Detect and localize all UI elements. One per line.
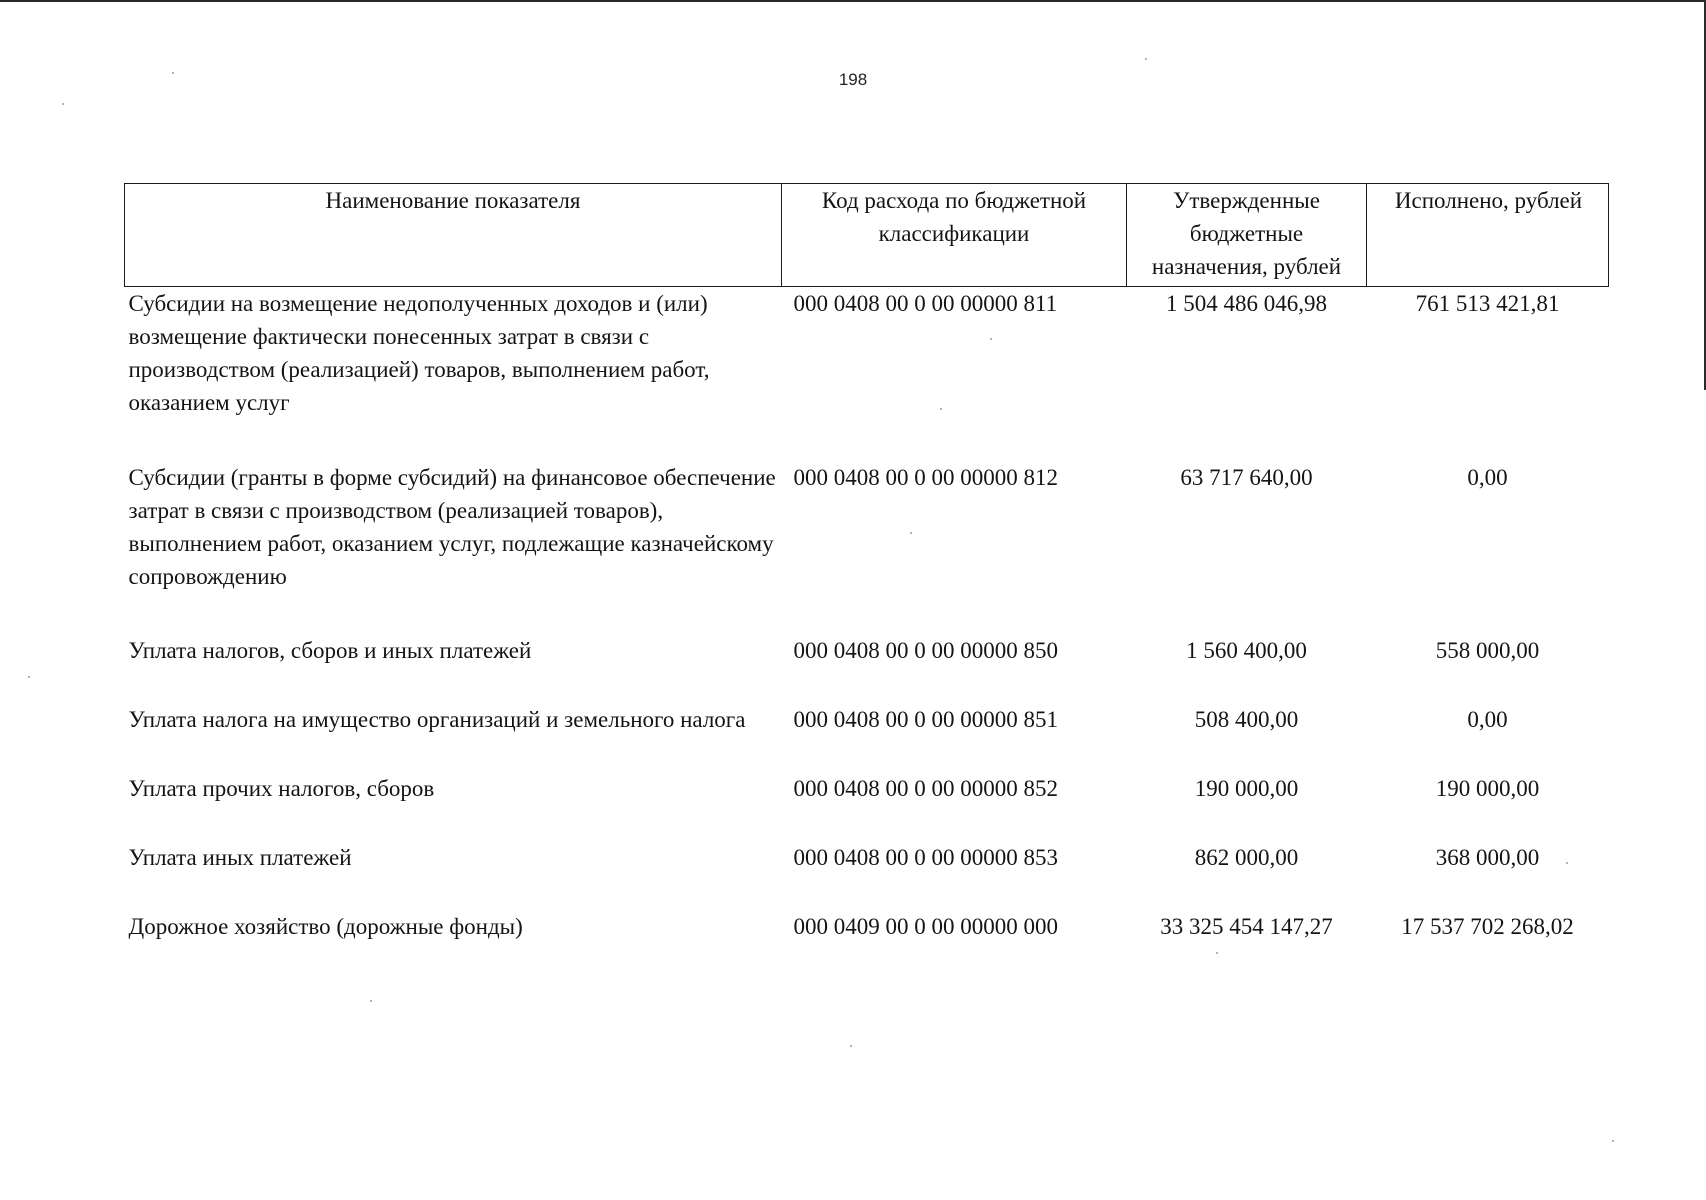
- approved-amount-cell: 1 560 400,00: [1186, 638, 1307, 663]
- approved-amount-cell: 33 325 454 147,27: [1160, 914, 1333, 939]
- executed-amount-cell: 17 537 702 268,02: [1401, 914, 1574, 939]
- indicator-name-cell: Уплата иных платежей: [128, 845, 352, 870]
- indicator-name-cell: Уплата налогов, сборов и иных платежей: [128, 638, 532, 663]
- approved-amount-cell: 63 717 640,00: [1180, 465, 1313, 490]
- table-row: [125, 287, 1609, 462]
- executed-amount-cell: 761 513 421,81: [1415, 291, 1560, 316]
- expense-code-cell: 000 0408 00 0 00 00000 852: [793, 776, 1058, 801]
- header-indicator-name: Наименование показателя: [125, 184, 782, 287]
- expense-code-cell: 000 0408 00 0 00 00000 851: [793, 707, 1058, 732]
- header-row: [125, 184, 1609, 287]
- approved-amount-cell: 862 000,00: [1194, 845, 1299, 870]
- executed-amount-cell: 190 000,00: [1435, 776, 1540, 801]
- indicator-name-cell: Уплата прочих налогов, сборов: [128, 776, 435, 801]
- expense-code-cell: 000 0409 00 0 00 00000 000: [793, 914, 1058, 939]
- expense-code-cell: 000 0408 00 0 00 00000 811: [793, 291, 1058, 316]
- expense-code-cell: 000 0408 00 0 00 00000 853: [793, 845, 1058, 870]
- scan-speck: [1145, 58, 1147, 60]
- approved-amount-cell: 508 400,00: [1194, 707, 1299, 732]
- executed-amount-cell: 0,00: [1467, 465, 1508, 490]
- table-row: [125, 841, 1609, 910]
- table-row: [125, 461, 1609, 634]
- scan-speck: [172, 72, 174, 74]
- expense-code-cell: 000 0408 00 0 00 00000 812: [793, 465, 1058, 490]
- approved-amount-cell: 1 504 486 046,98: [1166, 291, 1327, 316]
- table-body: [125, 287, 1609, 951]
- table-row: [125, 910, 1609, 950]
- scan-speck: [850, 1045, 852, 1047]
- scan-speck: [940, 408, 942, 410]
- table-header: [125, 184, 1609, 287]
- scan-speck: [62, 103, 64, 105]
- table-row: [125, 703, 1609, 772]
- executed-amount-cell: 0,00: [1467, 707, 1508, 732]
- indicator-name-cell: Уплата налога на имущество организаций и земельного налога: [128, 707, 746, 732]
- executed-amount-cell: 368 000,00: [1435, 845, 1540, 870]
- scan-edge-top: [0, 0, 1706, 2]
- indicator-name-cell: Субсидии на возмещение недополученных доходов и (или) возмещение фактически понесенных затрат в связи с производством (реализацией) товаров, выполнением работ, оказанием услуг: [128, 291, 710, 415]
- scan-speck: [990, 338, 992, 340]
- header-executed: Исполнено, рублей: [1367, 184, 1609, 287]
- page-number: 198: [838, 70, 868, 89]
- executed-amount-cell: 558 000,00: [1435, 638, 1540, 663]
- table-row: [125, 634, 1609, 703]
- scan-speck: [1216, 952, 1218, 954]
- indicator-name-cell: Дорожное хозяйство (дорожные фонды): [128, 914, 523, 939]
- expense-code-cell: 000 0408 00 0 00 00000 850: [793, 638, 1058, 663]
- budget-execution-table: [124, 183, 1609, 950]
- scan-speck: [1612, 1140, 1614, 1142]
- scan-speck: [910, 532, 912, 534]
- scan-speck: [1566, 862, 1568, 864]
- indicator-name-cell: Субсидии (гранты в форме субсидий) на финансовое обеспечение затрат в связи с производством (реализацией товаров), выполнением работ, оказанием услуг, подлежащие казначейскому сопровождению: [128, 465, 776, 589]
- approved-amount-cell: 190 000,00: [1194, 776, 1299, 801]
- scan-speck: [28, 676, 30, 678]
- table-row: [125, 772, 1609, 841]
- header-expense-code: Код расхода по бюджетной классификации: [782, 184, 1127, 287]
- header-approved-appropriations: Утвержденные бюджетные назначения, рублей: [1127, 184, 1367, 287]
- scan-speck: [370, 1000, 372, 1002]
